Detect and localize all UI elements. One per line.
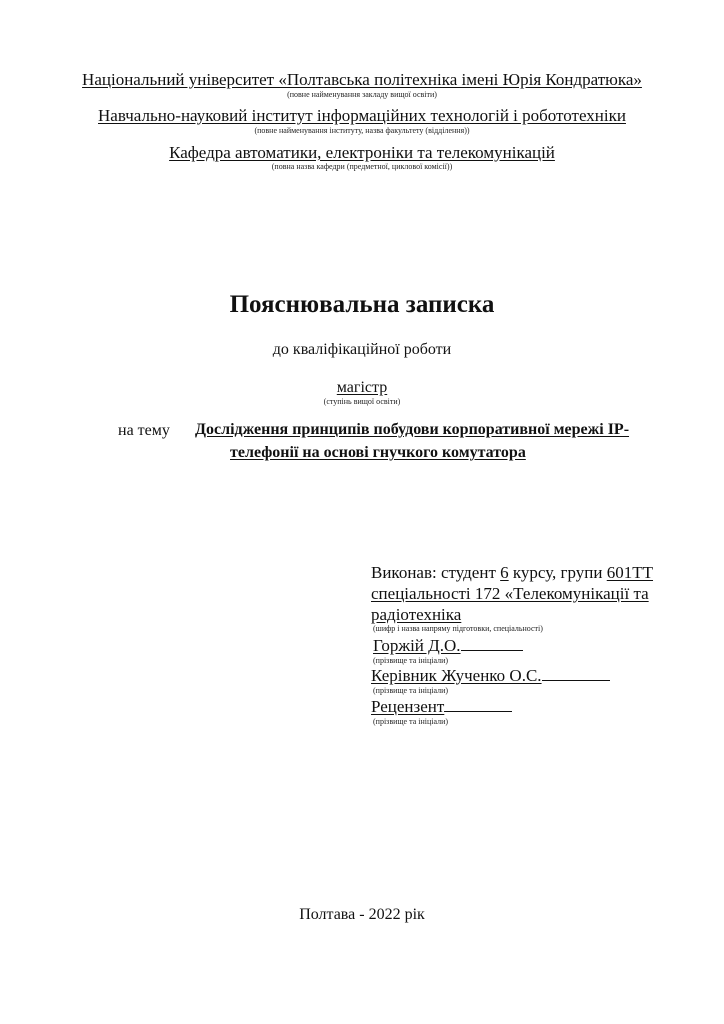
course-value: 6 <box>500 563 509 582</box>
department-caption: (повна назва кафедри (предметної, циклової комісії)) <box>271 162 453 171</box>
performed-by-prefix: Виконав: студент <box>371 563 496 582</box>
document-title: Пояснювальна записка <box>229 291 495 318</box>
specialty-caption: (шифр і назва напряму підготовки, спеціальності) <box>373 624 543 633</box>
university-name: Національний університет «Полтавська політехніка імені Юрія Кондратюка» <box>82 70 642 89</box>
performed-by-line <box>371 563 653 583</box>
department-name: Кафедра автоматики, електроніки та телекомунікацій <box>169 143 555 162</box>
reviewer-label: Рецензент <box>371 697 445 716</box>
degree-caption: (ступінь вищої освіти) <box>323 397 401 406</box>
specialty-line-1: спеціальності 172 «Телекомунікації та <box>371 584 649 603</box>
specialty-line-2: радіотехніка <box>371 605 462 624</box>
course-suffix: курсу, групи <box>512 563 603 582</box>
supervisor-signature-blank <box>542 666 610 681</box>
document-subtitle: до кваліфікаційної роботи <box>272 341 452 358</box>
student-name: Горжій Д.О. <box>373 636 461 655</box>
topic-line-2: телефонії на основі гнучкого комутатора <box>230 444 526 461</box>
supervisor-line <box>371 666 610 686</box>
university-caption: (повне найменування закладу вищої освіти) <box>287 90 437 99</box>
reviewer-signature-blank <box>444 697 512 712</box>
topic-line-1: Дослідження принципів побудови корпоративної мережі IP- <box>195 421 630 438</box>
topic-label: на тему <box>118 422 170 439</box>
institute-name: Навчально-науковий інститут інформаційних технологій і робототехніки <box>98 106 626 125</box>
reviewer-caption: (прізвище та ініціали) <box>373 717 449 726</box>
student-caption: (прізвище та ініціали) <box>373 656 449 665</box>
reviewer-line <box>371 697 512 717</box>
supervisor-name: Керівник Жученко О.С. <box>371 666 542 685</box>
supervisor-caption: (прізвище та ініціали) <box>373 686 449 695</box>
degree-line <box>0 378 724 398</box>
place-year: Полтава - 2022 рік <box>299 906 425 923</box>
student-signature-blank <box>461 636 523 651</box>
degree-value: магістр <box>336 379 388 396</box>
group-value: 601ТТ <box>606 563 654 582</box>
institute-caption: (повне найменування інституту, назва факультету (відділення)) <box>254 126 470 135</box>
student-line <box>373 636 523 656</box>
